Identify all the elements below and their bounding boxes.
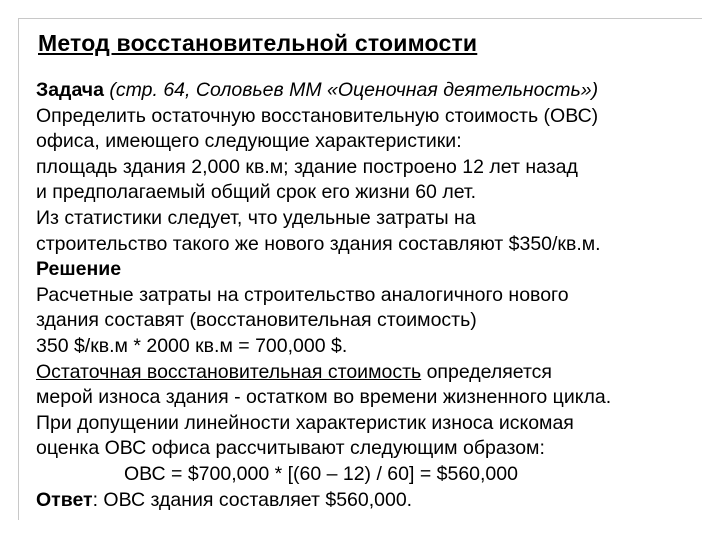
solution-line: Расчетные затраты на строительство аналогичного нового (36, 283, 569, 306)
residual-rest: определяется (421, 360, 552, 383)
task-line: Из статистики следует, что удельные затраты на (36, 206, 476, 229)
solution-line: мерой износа здания - остатком во времени жизненного цикла. (36, 386, 612, 409)
solution-label: Решение (36, 258, 122, 281)
residual-term: Остаточная восстановительная стоимость (36, 360, 422, 383)
solution-line: При допущении линейности характеристик износа искомая (36, 411, 574, 434)
slide-content (36, 78, 704, 513)
slide-title: Метод восстановительной стоимости (38, 30, 478, 56)
task-line: офиса, имеющего следующие характеристики: (36, 130, 462, 153)
task-line: площадь здания 2,000 кв.м; здание построено 12 лет назад (36, 155, 578, 178)
solution-line: здания составят (восстановительная стоимость) (36, 309, 477, 332)
task-line: строительство такого же нового здания составляют $350/кв.м. (36, 232, 601, 255)
task-source: (стр. 64, Соловьев ММ «Оценочная деятельность») (103, 79, 599, 101)
task-line: Определить остаточную восстановительную стоимость (ОВС) (36, 104, 599, 127)
answer-text: : ОВС здания составляет $560,000. (92, 488, 413, 511)
answer-label: Ответ (36, 488, 93, 511)
solution-line: оценка ОВС офиса рассчитывают следующим образом: (36, 437, 545, 460)
answer-line (36, 488, 704, 514)
formula: ОВС = $700,000 * [(60 – 12) / 60] = $560,000 (124, 462, 518, 485)
task-heading (36, 78, 704, 104)
solution-line: 350 $/кв.м * 2000 кв.м = 700,000 $. (36, 334, 348, 357)
task-line: и предполагаемый общий срок его жизни 60 лет. (36, 181, 477, 204)
residual-line (36, 360, 704, 386)
task-label: Задача (36, 79, 104, 101)
